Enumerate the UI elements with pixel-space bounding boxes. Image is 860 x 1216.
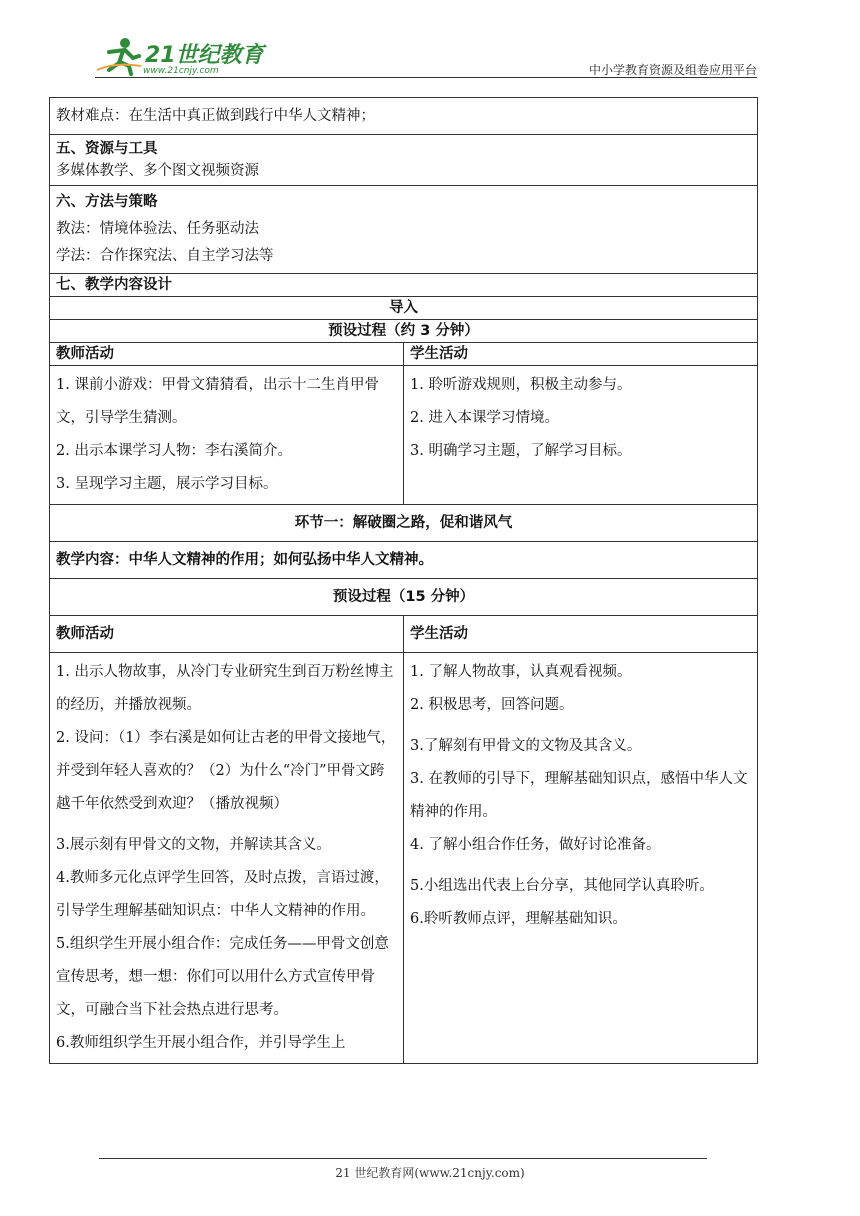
list-item: 6.教师组织学生开展小组合作，并引导学生上 xyxy=(56,1035,346,1051)
section-6-title: 六、方法与策略 xyxy=(56,194,158,210)
table-row xyxy=(50,542,758,579)
section-5-title: 五、资源与工具 xyxy=(56,141,158,157)
lesson-plan-table xyxy=(49,97,758,1064)
table-row xyxy=(50,186,758,274)
list-item: 5.组织学生开展小组合作：完成任务——甲骨文创意宣传思考，想一想：你们可以用什么方式宣传甲骨文，可融合当下社会热点进行思考。 xyxy=(56,936,389,1018)
list-item: 3. 呈现学习主题，展示学习目标。 xyxy=(56,476,278,492)
list-item: 1. 聆听游戏规则，积极主动参与。 xyxy=(410,377,632,393)
intro-student-header: 学生活动 xyxy=(404,343,758,366)
list-item: 3. 明确学习主题，了解学习目标。 xyxy=(410,443,632,459)
intro-teacher-header: 教师活动 xyxy=(50,343,404,366)
footer-text: 21 世纪教育网(www.21cnjy.com) xyxy=(335,1166,525,1180)
table-row xyxy=(50,320,758,343)
table-row xyxy=(50,98,758,135)
logo-text: 21世纪教育 xyxy=(145,43,264,68)
intro-teacher-cell xyxy=(50,366,404,505)
section-1-title: 环节一：解破圈之路，促和谐风气 xyxy=(50,505,758,542)
table-row xyxy=(50,366,758,505)
section-5-cell xyxy=(50,135,758,186)
platform-title: 中小学教育资源及组卷应用平台 xyxy=(588,63,757,77)
table-row xyxy=(50,616,758,653)
list-item: 5.小组选出代表上台分享，其他同学认真聆听。 xyxy=(410,878,714,894)
logo xyxy=(95,36,265,76)
list-item: 4. 了解小组合作任务，做好讨论准备。 xyxy=(410,837,661,853)
section-1-student-header: 学生活动 xyxy=(404,616,758,653)
list-item: 1. 出示人物故事，从冷门专业研究生到百万粉丝博主的经历，并播放视频。 xyxy=(56,664,394,713)
section-1-process: 预设过程（15 分钟） xyxy=(50,579,758,616)
logo-url: www.21cnjy.com xyxy=(143,66,219,76)
intro-process-title: 预设过程（约 3 分钟） xyxy=(50,320,758,343)
list-item: 4.教师多元化点评学生回答，及时点拨，言语过渡，引导学生理解基础知识点：中华人文精神的作用。 xyxy=(56,870,389,919)
intro-title: 导入 xyxy=(50,297,758,320)
section-7-title: 七、教学内容设计 xyxy=(50,274,758,297)
table-row xyxy=(50,505,758,542)
list-item: 1. 了解人物故事，认真观看视频。 xyxy=(410,664,632,680)
section-5-text: 多媒体教学、多个图文视频资源 xyxy=(56,163,259,179)
list-item: 6.聆听教师点评，理解基础知识。 xyxy=(410,911,627,927)
table-row xyxy=(50,579,758,616)
section-1-teacher-header: 教师活动 xyxy=(50,616,404,653)
table-row xyxy=(50,343,758,366)
list-item: 3. 在教师的引导下，理解基础知识点，感悟中华人文精神的作用。 xyxy=(410,771,748,820)
table-row xyxy=(50,653,758,1064)
runner-logo-icon xyxy=(95,36,145,76)
section-1-content: 教学内容：中华人文精神的作用；如何弘扬中华人文精神。 xyxy=(50,542,758,579)
section-6-teaching-methods: 教法：情境体验法、任务驱动法 xyxy=(56,221,259,237)
list-item: 2. 进入本课学习情境。 xyxy=(410,410,559,426)
page-header xyxy=(95,34,757,78)
list-item: 1. 课前小游戏：甲骨文猜猜看，出示十二生肖甲骨文，引导学生猜测。 xyxy=(56,377,379,426)
list-item: 3.了解刻有甲骨文的文物及其含义。 xyxy=(410,738,642,754)
list-item: 3.展示刻有甲骨文的文物，并解读其含义。 xyxy=(56,837,331,853)
section-6-learning-methods: 学法：合作探究法、自主学习法等 xyxy=(56,248,274,264)
footer-divider xyxy=(99,1158,707,1159)
header-divider xyxy=(95,77,757,78)
intro-student-cell xyxy=(404,366,758,505)
table-row xyxy=(50,274,758,297)
section-1-student-cell xyxy=(404,653,758,1064)
list-item: 2. 出示本课学习人物：李右溪简介。 xyxy=(56,443,292,459)
table-row xyxy=(50,297,758,320)
list-item: 2. 积极思考，回答问题。 xyxy=(410,697,574,713)
difficulty-cell xyxy=(50,98,758,135)
table-row xyxy=(50,135,758,186)
section-6-cell xyxy=(50,186,758,274)
list-item: 2. 设问：（1）李右溪是如何让古老的甲骨文接地气，并受到年轻人喜欢的？（2）为什么“冷门”甲骨文跨越千年依然受到欢迎？（播放视频） xyxy=(56,730,396,812)
section-1-teacher-cell xyxy=(50,653,404,1064)
difficulty-text: 教材难点：在生活中真正做到践行中华人文精神； xyxy=(56,108,375,124)
